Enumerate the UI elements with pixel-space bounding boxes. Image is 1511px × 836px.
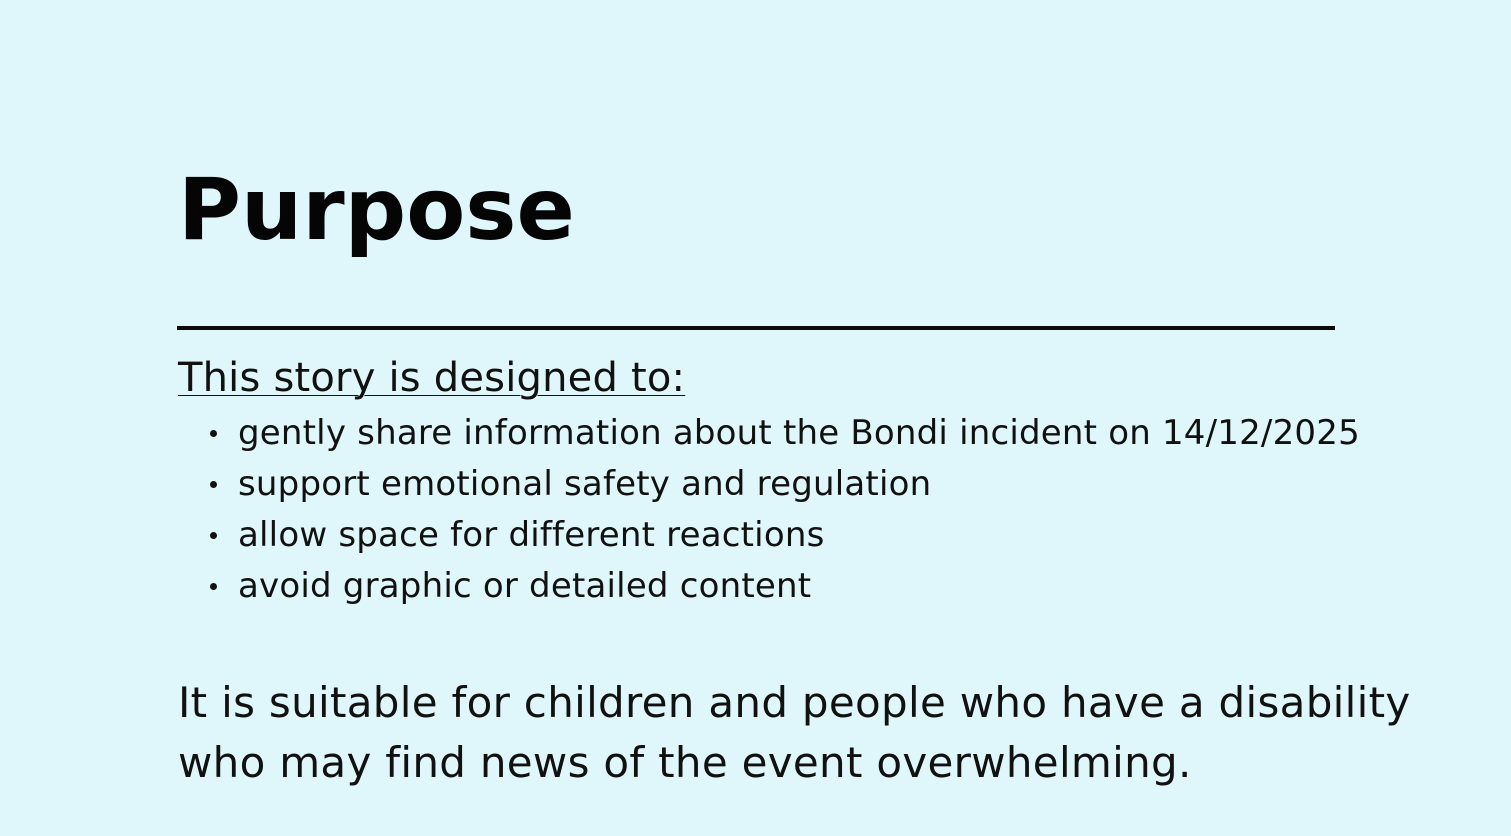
- purpose-bullet-text: support emotional safety and regulation: [238, 464, 932, 504]
- bullet-dot-icon: [210, 430, 217, 437]
- bullet-dot-icon: [210, 532, 217, 539]
- purpose-bullet-item: [178, 409, 1360, 460]
- purpose-bullet-text: avoid graphic or detailed content: [238, 566, 812, 606]
- purpose-bullet-list: [178, 409, 1360, 613]
- purpose-bullet-text: allow space for different reactions: [238, 515, 825, 555]
- suitability-note: It is suitable for children and people who have a disability who may find news of the event overwhelming.: [178, 678, 1411, 787]
- purpose-bullet-item: [178, 511, 1360, 562]
- page-title: Purpose: [178, 160, 575, 260]
- title-divider: [177, 326, 1335, 330]
- bullet-dot-icon: [210, 481, 217, 488]
- bullet-dot-icon: [210, 583, 217, 590]
- intro-text: This story is designed to:: [178, 355, 686, 401]
- purpose-bullet-text: gently share information about the Bondi incident on 14/12/2025: [238, 413, 1360, 453]
- purpose-bullet-item: [178, 562, 1360, 613]
- purpose-bullet-item: [178, 460, 1360, 511]
